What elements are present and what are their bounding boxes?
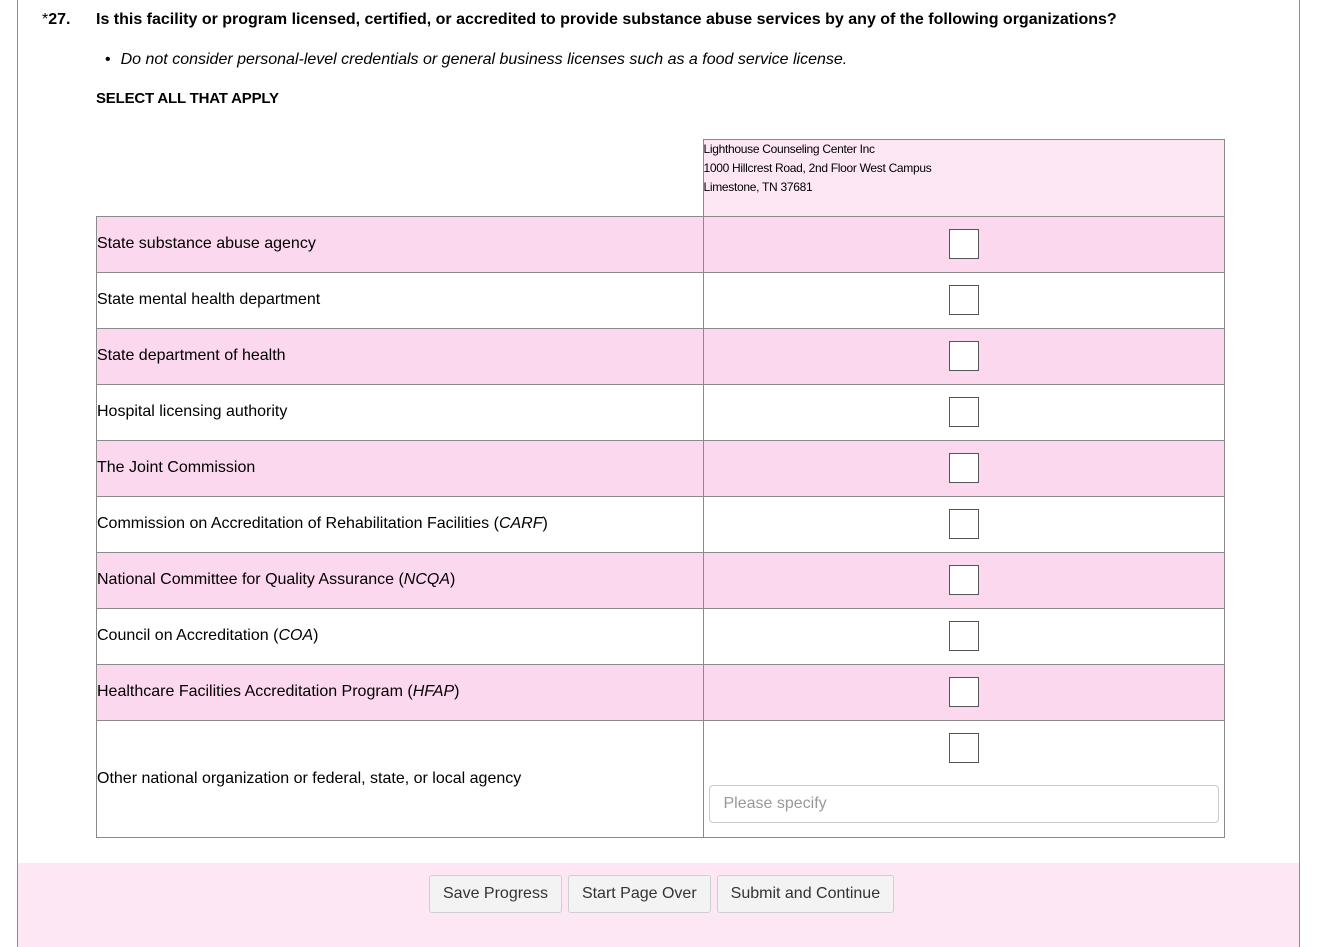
option-cell	[703, 720, 1225, 837]
option-label: State department of health	[97, 328, 704, 384]
option-label-text: Council on Accreditation (	[97, 627, 279, 644]
option-row	[97, 608, 1225, 664]
option-row	[97, 664, 1225, 720]
option-label-text: Commission on Accreditation of Rehabilitation Facilities (	[97, 515, 499, 532]
option-cell	[703, 440, 1225, 496]
option-checkbox[interactable]	[949, 341, 979, 371]
option-checkbox[interactable]	[949, 229, 979, 259]
facility-name: Lighthouse Counseling Center Inc	[703, 142, 875, 156]
option-row	[97, 384, 1225, 440]
option-row	[97, 496, 1225, 552]
option-cell	[703, 384, 1225, 440]
option-label-suffix: )	[450, 571, 456, 588]
question-note	[105, 51, 847, 69]
start-page-over-button[interactable]: Start Page Over	[568, 875, 711, 913]
option-checkbox[interactable]	[949, 397, 979, 427]
option-cell	[703, 216, 1225, 272]
option-cell	[703, 552, 1225, 608]
option-checkbox[interactable]	[949, 453, 979, 483]
question-number	[42, 11, 70, 29]
facility-header	[703, 140, 1225, 217]
option-checkbox[interactable]	[949, 677, 979, 707]
option-abbr: CARF	[498, 515, 543, 532]
option-row	[97, 328, 1225, 384]
option-label: State mental health department	[97, 272, 704, 328]
form-footer	[18, 863, 1299, 947]
option-checkbox[interactable]	[949, 565, 979, 595]
option-abbr: HFAP	[412, 683, 455, 700]
option-label: State substance abuse agency	[97, 216, 704, 272]
option-label-suffix: )	[313, 627, 319, 644]
option-label-suffix: )	[454, 683, 460, 700]
option-checkbox[interactable]	[949, 509, 979, 539]
submit-continue-button[interactable]: Submit and Continue	[717, 875, 894, 913]
facility-address-line1: 1000 Hillcrest Road, 2nd Floor West Campus	[703, 161, 932, 175]
option-cell	[703, 272, 1225, 328]
option-cell	[703, 608, 1225, 664]
option-checkbox[interactable]	[949, 285, 979, 315]
option-label	[97, 664, 704, 720]
option-row	[97, 440, 1225, 496]
option-label-text: National Committee for Quality Assurance (	[97, 571, 404, 588]
option-label-text: Healthcare Facilities Accreditation Program (	[97, 683, 413, 700]
option-row-other	[97, 720, 1225, 837]
required-marker: *	[42, 11, 49, 28]
option-checkbox[interactable]	[949, 733, 979, 763]
option-row	[97, 272, 1225, 328]
question-text: Is this facility or program licensed, certified, or accredited to provide substance abuse services by any of the following organizations?	[96, 11, 1117, 28]
option-row	[97, 216, 1225, 272]
option-label: Other national organization or federal, state, or local agency	[97, 720, 704, 837]
option-row	[97, 552, 1225, 608]
option-label: The Joint Commission	[97, 440, 704, 496]
question-panel	[17, 0, 1300, 947]
option-cell	[703, 664, 1225, 720]
option-cell	[703, 496, 1225, 552]
button-group	[429, 875, 894, 913]
option-cell	[703, 328, 1225, 384]
header-blank	[97, 140, 704, 217]
answer-grid	[96, 139, 1225, 838]
option-label	[97, 608, 704, 664]
specify-input[interactable]	[709, 785, 1219, 823]
option-checkbox[interactable]	[949, 621, 979, 651]
option-label	[97, 552, 704, 608]
select-instruction: SELECT ALL THAT APPLY	[96, 90, 279, 107]
question-number-text: 27.	[48, 11, 71, 28]
facility-address-line2: Limestone, TN 37681	[703, 180, 813, 194]
option-abbr: COA	[278, 627, 314, 644]
note-text: Do not consider personal-level credentials or general business licenses such as a food service license.	[120, 51, 848, 68]
option-label-suffix: )	[542, 515, 548, 532]
option-label	[97, 496, 704, 552]
option-label: Hospital licensing authority	[97, 384, 704, 440]
bullet-icon: •	[105, 51, 111, 68]
save-progress-button[interactable]: Save Progress	[429, 875, 562, 913]
option-abbr: NCQA	[403, 571, 451, 588]
